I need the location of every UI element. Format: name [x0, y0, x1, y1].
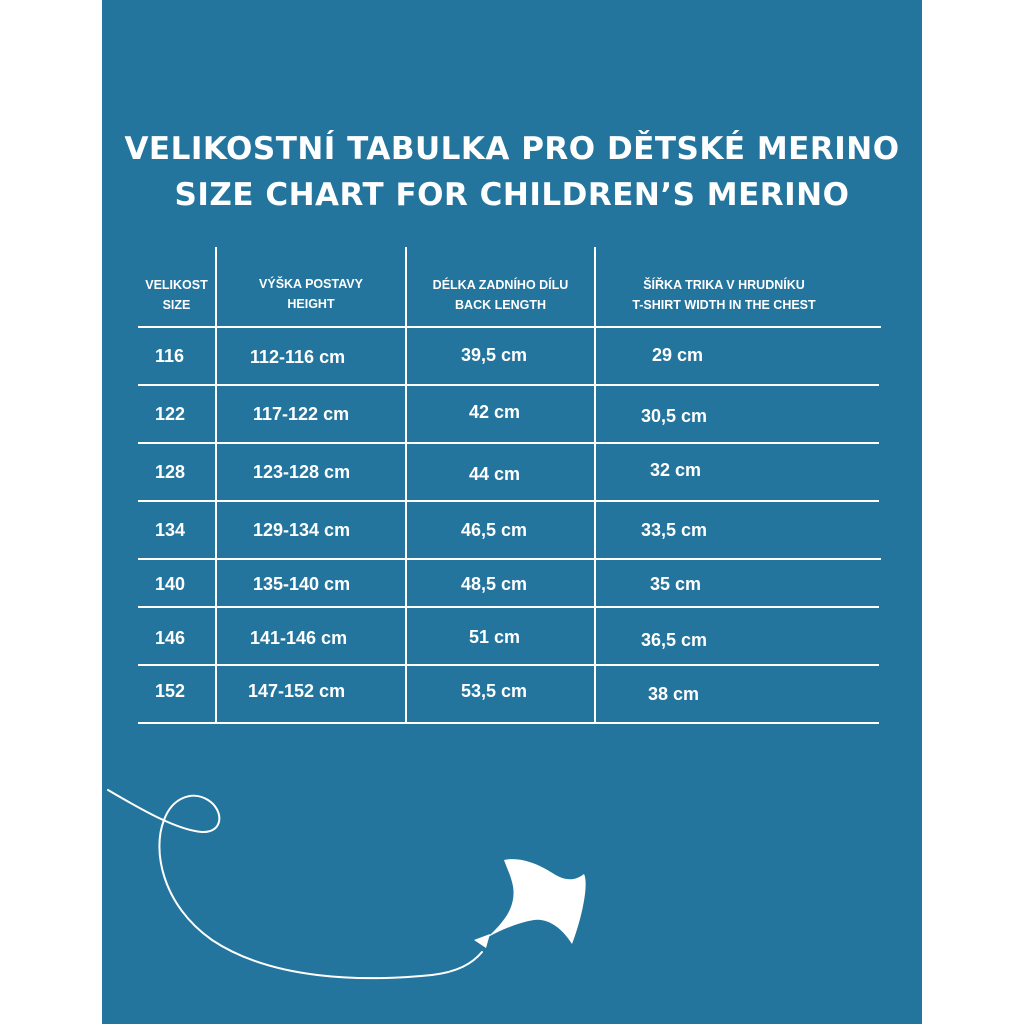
paper-plane-tail: [474, 934, 490, 948]
paper-plane-icon: [102, 770, 922, 1024]
cell-chest-width: 30,5 cm: [641, 406, 708, 426]
header-back-length-cz: DÉLKA ZADNÍHO DÍLU: [432, 278, 569, 292]
header-height: [217, 274, 405, 314]
header-back-length: [407, 275, 594, 315]
cell-back-length: 48,5 cm: [461, 574, 528, 594]
cell-chest-width: 38 cm: [648, 684, 700, 704]
cell-back-length: 39,5 cm: [461, 345, 528, 365]
cell-chest-width: 36,5 cm: [641, 630, 708, 650]
row-divider: [138, 664, 879, 666]
cell-back-length: 44 cm: [469, 464, 521, 484]
header-height-cz: VÝŠKA POSTAVY: [259, 277, 363, 291]
cell-back-length: 42 cm: [469, 402, 521, 422]
header-size-cz: VELIKOST: [145, 278, 208, 292]
cell-height: 123-128 cm: [253, 462, 351, 482]
header-chest-width-cz: ŠÍŘKA TRIKA V HRUDNÍKU: [643, 278, 805, 292]
cell-size: 122: [155, 404, 186, 424]
cell-chest-width: 32 cm: [650, 460, 702, 480]
header-height-en: HEIGHT: [287, 297, 335, 311]
cell-size: 140: [155, 574, 186, 594]
size-table: [138, 247, 880, 727]
row-divider: [138, 722, 879, 724]
page-title-en: SIZE CHART FOR CHILDREN’S MERINO: [174, 177, 850, 213]
header-back-length-en: BACK LENGTH: [455, 298, 546, 312]
cell-size: 146: [155, 628, 186, 648]
page-title-cz: VELIKOSTNÍ TABULKA PRO DĚTSKÉ MERINO: [124, 131, 900, 167]
cell-size: 152: [155, 681, 186, 701]
cell-size: 116: [155, 346, 185, 366]
column-divider: [594, 247, 596, 723]
size-chart-card: [102, 0, 922, 1024]
cell-height: 129-134 cm: [253, 520, 351, 540]
column-divider: [215, 247, 217, 723]
row-divider: [138, 384, 879, 386]
row-divider: [138, 606, 879, 608]
header-chest-width-en: T-SHIRT WIDTH IN THE CHEST: [632, 298, 816, 312]
cell-size: 128: [155, 462, 186, 482]
paper-plane-body: [480, 859, 586, 944]
row-divider: [138, 500, 879, 502]
header-chest-width: [596, 275, 852, 315]
cell-size: 134: [155, 520, 186, 540]
cell-height: 112-116 cm: [250, 347, 346, 367]
cell-height: 117-122 cm: [253, 404, 350, 424]
header-size-en: SIZE: [162, 298, 191, 312]
cell-chest-width: 35 cm: [650, 574, 702, 594]
cell-back-length: 46,5 cm: [461, 520, 528, 540]
flight-trail: [108, 790, 482, 978]
row-divider: [138, 326, 881, 328]
cell-back-length: 51 cm: [469, 627, 521, 647]
cell-height: 141-146 cm: [250, 628, 348, 648]
cell-back-length: 53,5 cm: [461, 681, 528, 701]
row-divider: [138, 442, 879, 444]
cell-height: 135-140 cm: [253, 574, 351, 594]
column-divider: [405, 247, 407, 723]
cell-chest-width: 33,5 cm: [641, 520, 708, 540]
cell-height: 147-152 cm: [248, 681, 346, 701]
row-divider: [138, 558, 881, 560]
cell-chest-width: 29 cm: [652, 345, 704, 365]
header-size: [138, 275, 215, 315]
